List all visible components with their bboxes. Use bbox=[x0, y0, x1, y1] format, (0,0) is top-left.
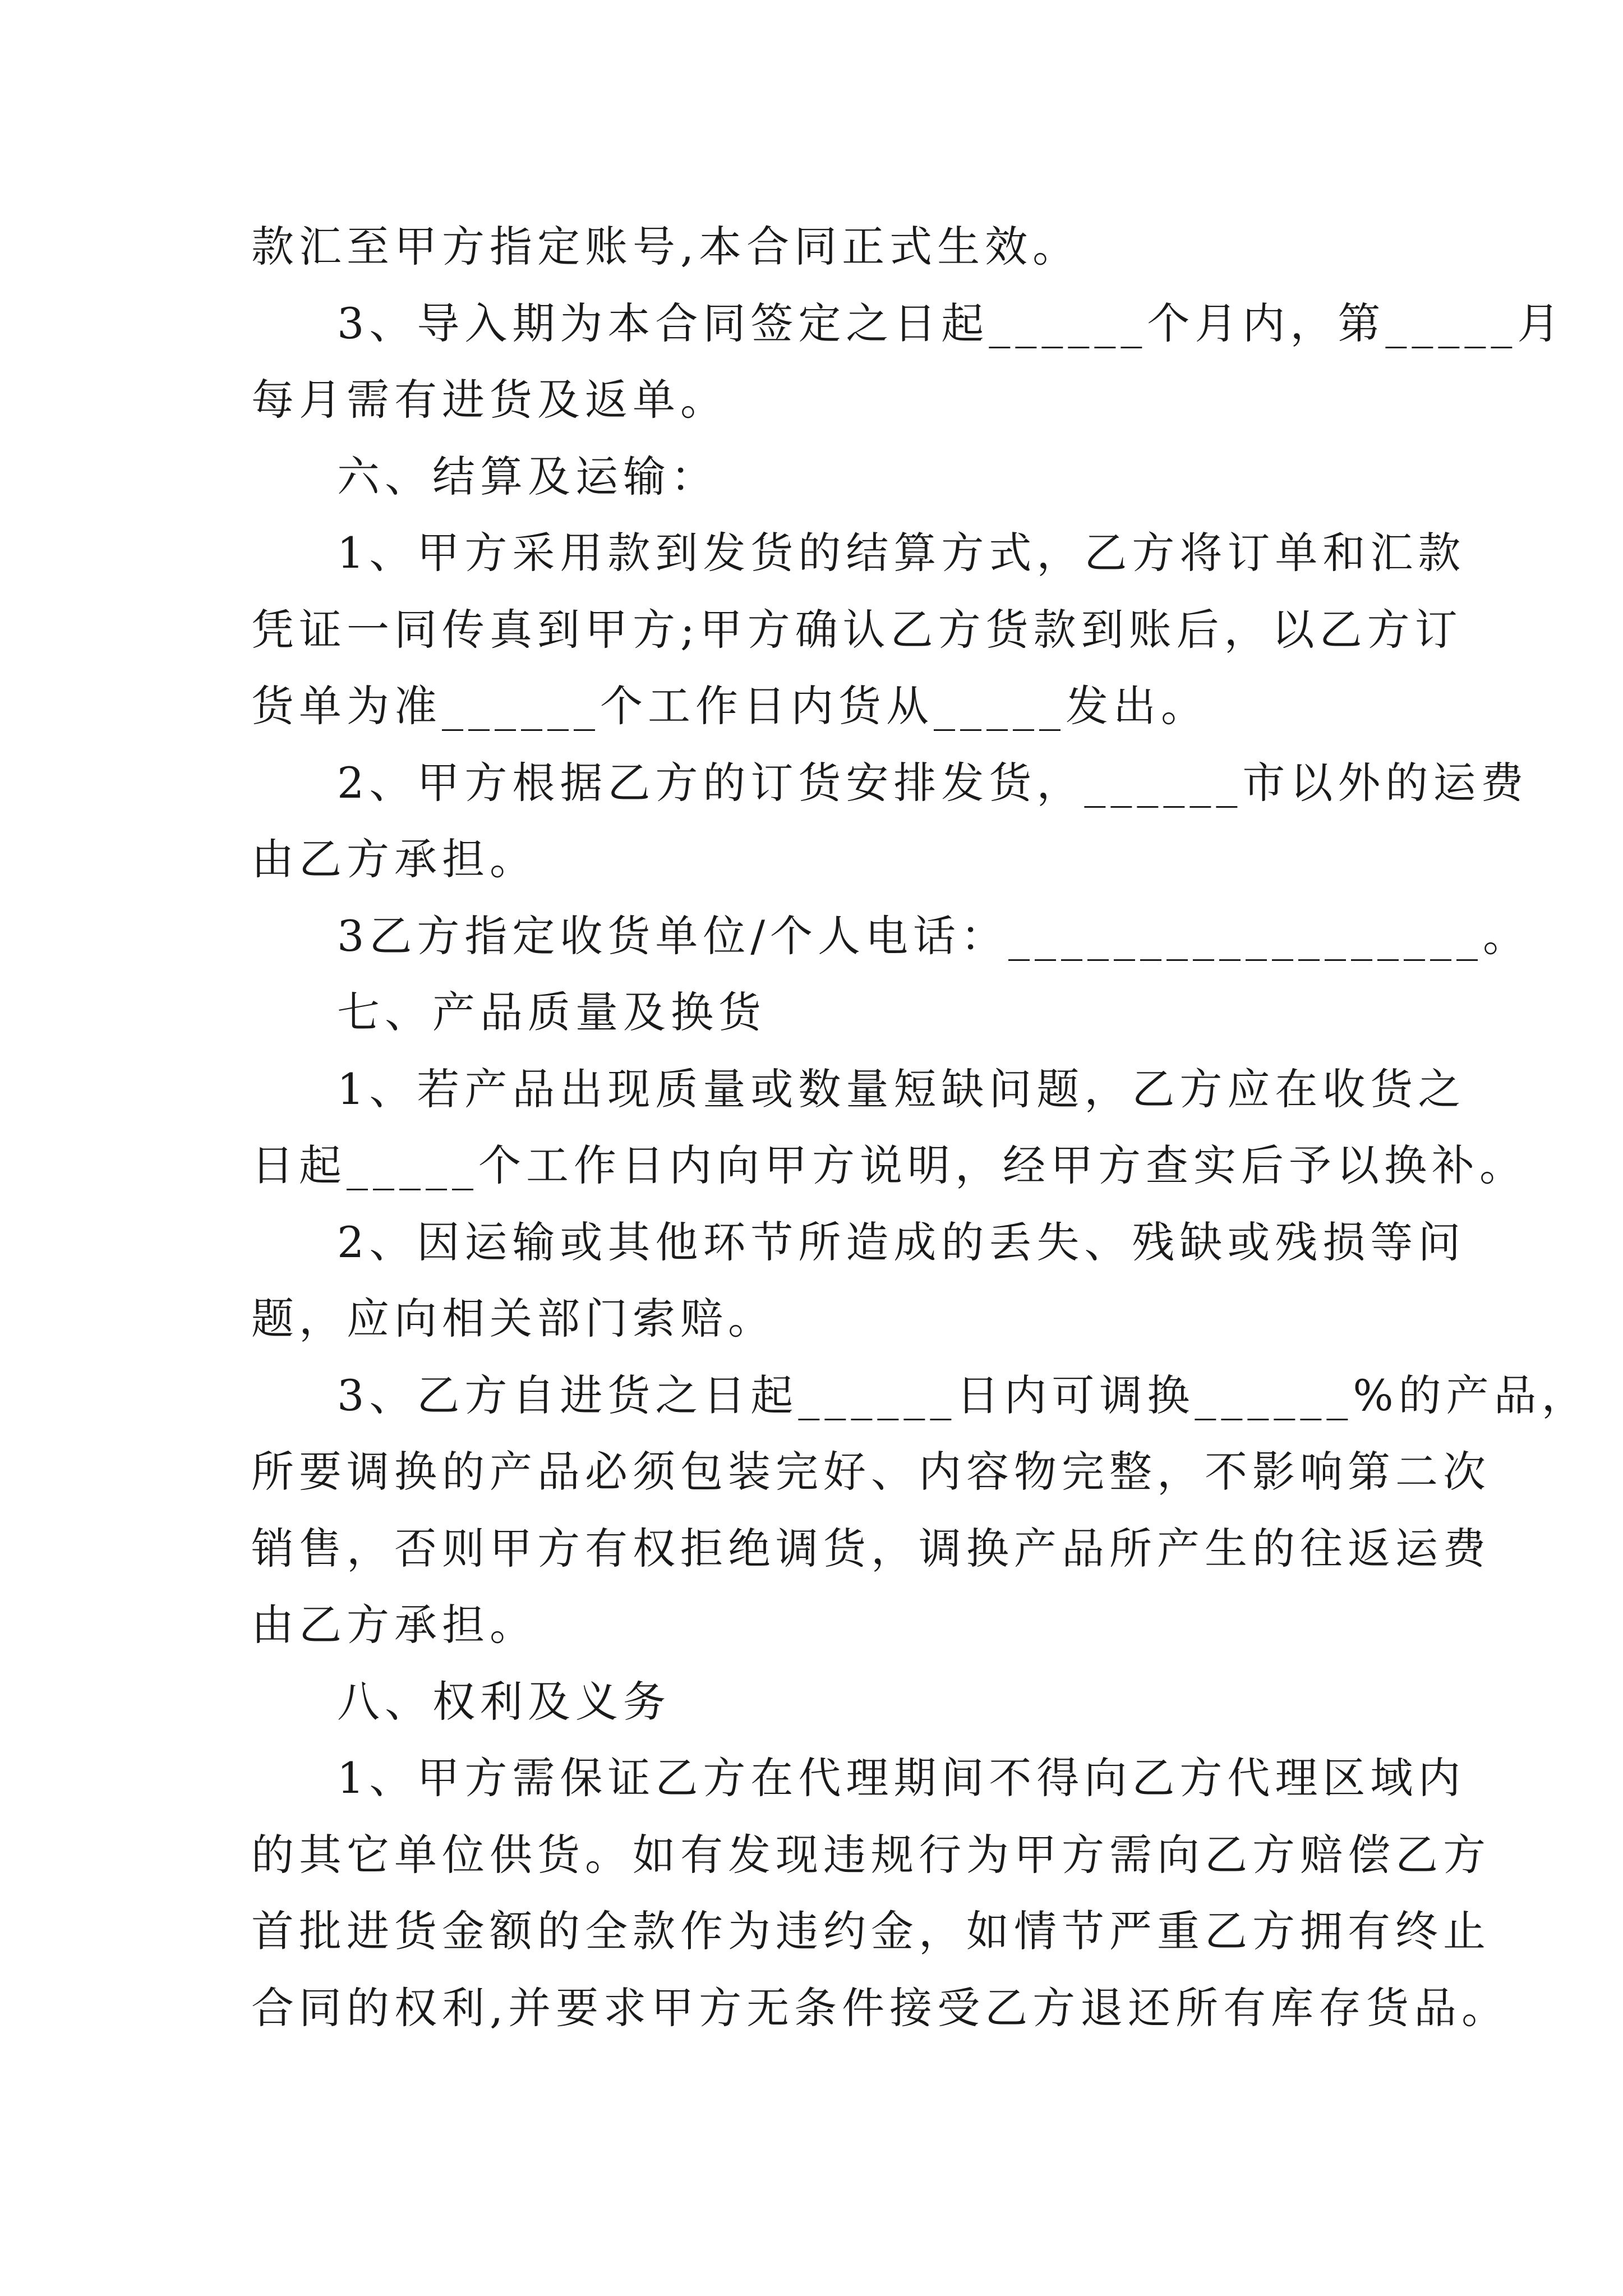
clause-6-2: 2、甲方根据乙方的订货安排发货，______市以外的运费 bbox=[337, 757, 1529, 808]
clause-7-1: 1、若产品出现质量或数量短缺问题，乙方应在收货之 bbox=[337, 1064, 1466, 1114]
body-line: 合同的权利,并要求甲方无条件接受乙方退还所有库存货品。 bbox=[251, 1982, 1510, 2033]
clause-6-3: 3乙方指定收货单位/个人电话：__________________。 bbox=[337, 910, 1530, 961]
body-line: 首批进货金额的全款作为违约金，如情节严重乙方拥有终止 bbox=[251, 1906, 1491, 1956]
clause-7-2: 2、因运输或其他环节所造成的丢失、残缺或残损等问 bbox=[337, 1217, 1466, 1267]
body-line: 凭证一同传真到甲方;甲方确认乙方货款到账后，以乙方订 bbox=[251, 604, 1463, 655]
body-line: 所要调换的产品必须包装完好、内容物完整，不影响第二次 bbox=[251, 1447, 1491, 1497]
body-line: 由乙方承担。 bbox=[251, 834, 537, 884]
body-line: 由乙方承担。 bbox=[251, 1600, 537, 1650]
document-body bbox=[251, 209, 1589, 2046]
clause-6-1: 1、甲方采用款到发货的结算方式，乙方将订单和汇款 bbox=[337, 528, 1466, 578]
body-line: 货单为准______个工作日内货从_____发出。 bbox=[251, 681, 1209, 731]
body-line: 款汇至甲方指定账号,本合同正式生效。 bbox=[251, 222, 1081, 272]
section-heading-7: 七、产品质量及换货 bbox=[337, 987, 766, 1037]
clause-8-1: 1、甲方需保证乙方在代理期间不得向乙方代理区域内 bbox=[337, 1753, 1466, 1803]
body-line: 日起_____个工作日内向甲方说明，经甲方查实后予以换补。 bbox=[251, 1140, 1527, 1190]
clause-5-3: 3、导入期为本合同签定之日起______个月内，第_____月 bbox=[337, 298, 1565, 348]
body-line: 题，应向相关部门索赔。 bbox=[251, 1294, 776, 1343]
clause-7-3: 3、乙方自进货之日起______日内可调换______%的产品， bbox=[337, 1370, 1589, 1420]
section-heading-6: 六、结算及运输： bbox=[337, 451, 718, 501]
section-heading-8: 八、权利及义务 bbox=[337, 1676, 671, 1727]
body-line: 的其它单位供货。如有发现违规行为甲方需向乙方赔偿乙方 bbox=[251, 1829, 1491, 1880]
body-line: 每月需有进货及返单。 bbox=[251, 375, 728, 425]
body-line: 销售，否则甲方有权拒绝调货，调换产品所产生的往返运费 bbox=[251, 1523, 1491, 1573]
